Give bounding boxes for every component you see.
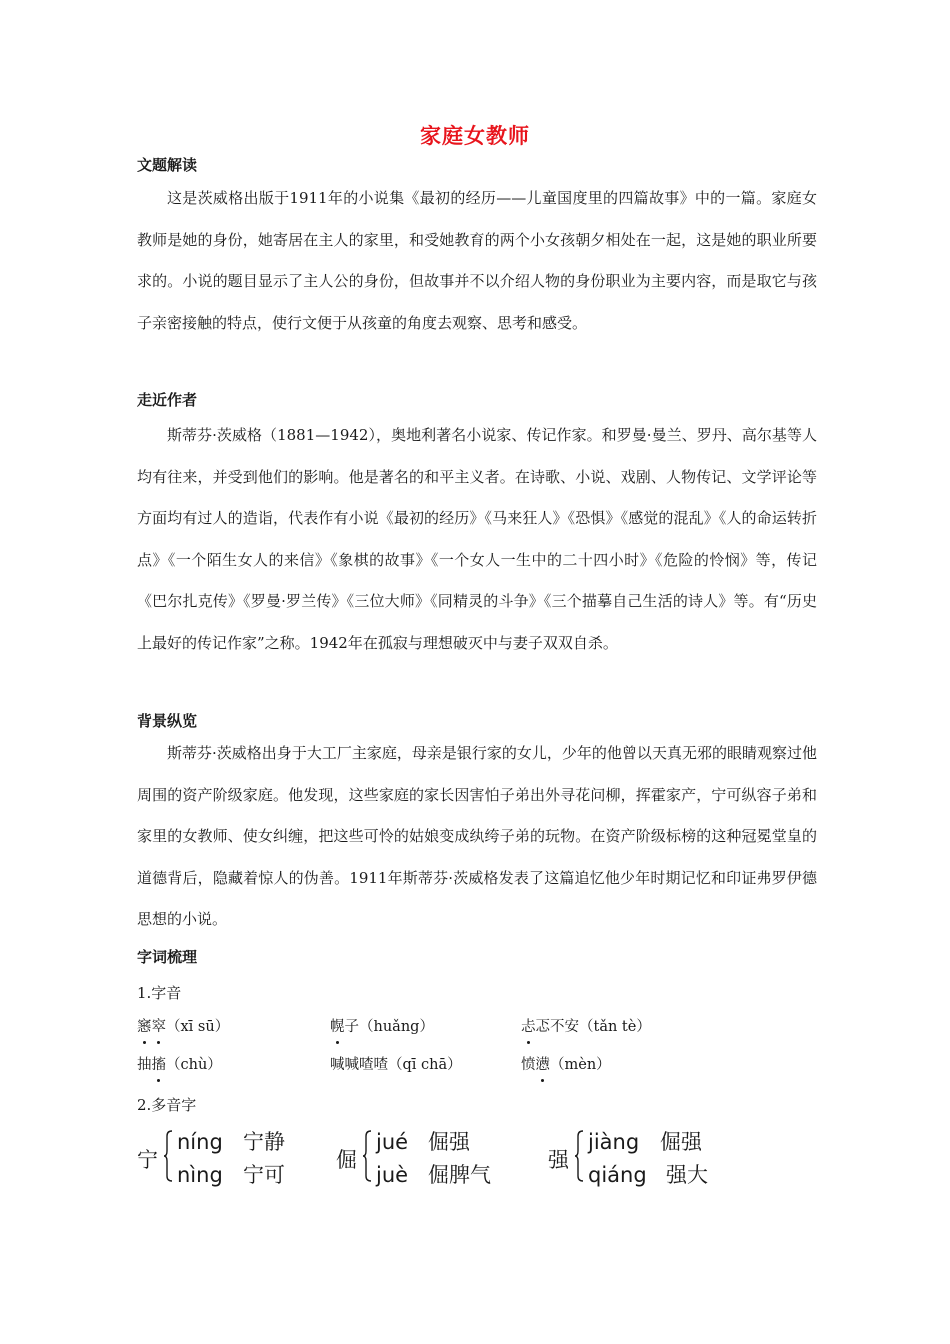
polyphonic-reading: jiàng 倔强 (588, 1130, 702, 1154)
polyphonic-reading: jué 倔强 (376, 1130, 470, 1154)
section-heading-vocabulary: 字词梳理 (137, 948, 198, 966)
paragraph-author: 斯蒂芬·茨威格（1881—1942），奥地利著名小说家、传记作家。和罗曼·曼兰、罗丹、高尔基等人均有往来，并受到他们的影响。他是著名的和平主义者。在诗歌、小说、戏剧、人物传记、文学评论等方面均有过人的造诣，代表作有小说《最初的经历》《马来狂人》《恐惧》《感觉的混乱》《人的命运转折点》《一个陌生女人的来信》《象棋的故事》《一个女人一生中的二十四小时》《危险的怜悯》等，传记《巴尔扎克传》《罗曼·罗兰传》《三位大师》《同精灵的斗争》《三个描摹自己生活的诗人》等。有“历史上最好的传记作家”之称。1942年在孤寂与理想破灭中与妻子双双自杀。 (137, 426, 817, 652)
page-title: 家庭女教师 (420, 123, 530, 148)
polyphonic-reading: qiáng 强大 (588, 1163, 708, 1187)
polyphonic-label: 2.多音字 (137, 1096, 197, 1114)
brace-icon (574, 1130, 584, 1182)
pronunciation-item: 窸窣（xī sū） (137, 1015, 229, 1036)
pronunciation-item: 抽搐（chù） (137, 1053, 222, 1074)
pronunciation-row (137, 1015, 837, 1037)
pronunciation-item: 忐忑不安（tǎn tè） (521, 1015, 651, 1036)
pronunciation-row (137, 1053, 837, 1075)
polyphonic-char: 倔 (336, 1148, 357, 1172)
pronunciation-label: 1.字音 (137, 984, 182, 1002)
pronunciation-item: 喊喊喳喳（qī chā） (330, 1057, 462, 1073)
polyphonic-reading: níng 宁静 (177, 1130, 285, 1154)
paragraph-title-interpretation: 这是茨威格出版于1911年的小说集《最初的经历——儿童国度里的四篇故事》中的一篇。家庭女教师是她的身份，她寄居在主人的家里，和受她教育的两个小女孩朝夕相处在一起，这是她的职业所要求的。小说的题目显示了主人公的身份，但故事并不以介绍人物的身份职业为主要内容，而是取它与孩子亲密接触的特点，使行文便于从孩童的角度去观察、思考和感受。 (137, 189, 817, 332)
paragraph-background: 斯蒂芬·茨威格出身于大工厂主家庭，母亲是银行家的女儿，少年的他曾以天真无邪的眼睛观察过他周围的资产阶级家庭。他发现，这些家庭的家长因害怕子弟出外寻花问柳，挥霍家产，宁可纵容子弟和家里的女教师、使女纠缠，把这些可怜的姑娘变成纨绔子弟的玩物。在资产阶级标榜的这种冠冕堂皇的道德背后，隐藏着惊人的伪善。1911年斯蒂芬·茨威格发表了这篇追忆他少年时期记忆和印证弗罗伊德思想的小说。 (137, 744, 817, 928)
brace-icon (163, 1130, 173, 1182)
section-heading-author: 走近作者 (137, 391, 198, 409)
polyphonic-char: 宁 (137, 1148, 158, 1172)
pronunciation-item: 愤懑（mèn） (521, 1053, 611, 1074)
polyphonic-reading: nìng 宁可 (177, 1163, 285, 1187)
section-heading-background: 背景纵览 (137, 712, 198, 730)
pronunciation-item: 幌子（huǎng） (330, 1015, 434, 1036)
brace-icon (362, 1130, 372, 1182)
polyphonic-char: 强 (548, 1148, 569, 1172)
section-heading-title-interpretation: 文题解读 (137, 156, 198, 174)
polyphonic-reading: juè 倔脾气 (376, 1163, 491, 1187)
